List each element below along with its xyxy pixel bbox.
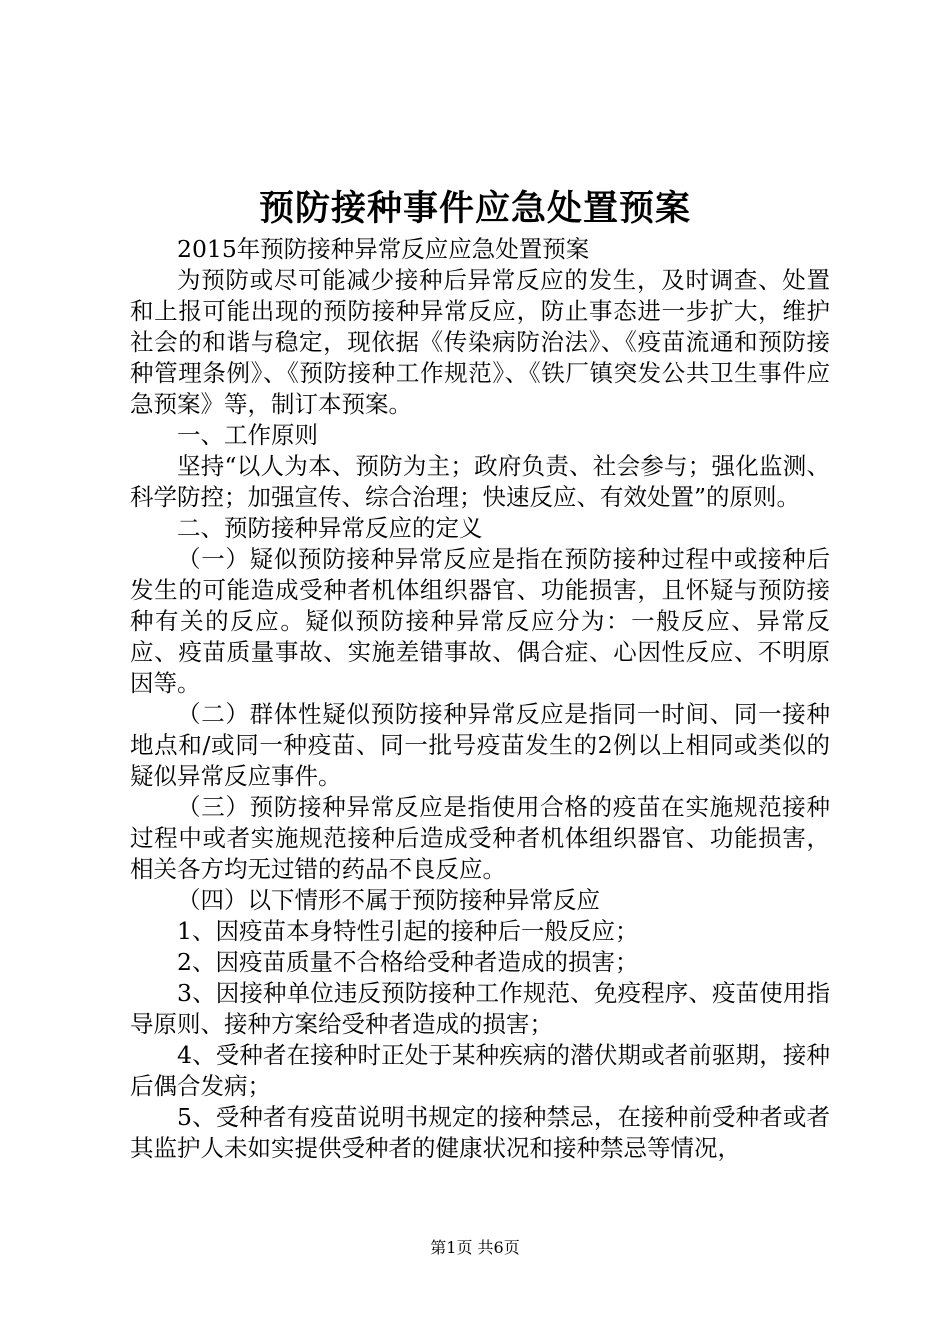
- list-item: 4、受种者在接种时正处于某种疾病的潜伏期或者前驱期，接种后偶合发病；: [130, 1041, 830, 1100]
- list-item: 1、因疫苗本身特性引起的接种后一般反应；: [177, 917, 639, 945]
- section-heading-2: 二、预防接种异常反应的定义: [177, 514, 483, 542]
- paragraph-subtitle: 2015年预防接种异常反应应急处置预案: [177, 235, 590, 263]
- paragraph-definition-3: （三）预防接种异常反应是指使用合格的疫苗在实施规范接种过程中或者实施规范接种后造成受种者机体组织器官、功能损害，相关各方均无过错的药品不良反应。: [130, 793, 830, 883]
- list-item: 2、因疫苗质量不合格给受种者造成的损害；: [177, 948, 639, 976]
- paragraph-principle: 坚持“以人为本、预防为主；政府负责、社会参与；强化监测、科学防控；加强宣传、综合治理；快速反应、有效处置”的原则。: [130, 452, 830, 511]
- list-item: 5、受种者有疫苗说明书规定的接种禁忌，在接种前受种者或者其监护人未如实提供受种者的健康状况和接种禁忌等情况，: [130, 1103, 830, 1162]
- paragraph-definition-2: （二）群体性疑似预防接种异常反应是指同一时间、同一接种地点和/或同一种疫苗、同一批号疫苗发生的2例以上相同或类似的疑似异常反应事件。: [130, 700, 830, 790]
- page-number: 第1页 共6页: [430, 1238, 520, 1257]
- document-body: [130, 234, 830, 1164]
- list-item: 3、因接种单位违反预防接种工作规范、免疫程序、疫苗使用指导原则、接种方案给受种者造成的损害；: [130, 979, 830, 1038]
- document-title: 预防接种事件应急处置预案: [258, 188, 691, 229]
- paragraph-intro: 为预防或尽可能减少接种后异常反应的发生，及时调查、处置和上报可能出现的预防接种异常反应，防止事态进一步扩大，维护社会的和谐与稳定，现依据《传染病防治法》、《疫苗流通和预防接种管理条例》、《预防接种工作规范》、《铁厂镇突发公共卫生事件应急预案》等，制订本预案。: [130, 266, 830, 418]
- paragraph-definition-1: （一）疑似预防接种异常反应是指在预防接种过程中或接种后发生的可能造成受种者机体组织器官、功能损害，且怀疑与预防接种有关的反应。疑似预防接种异常反应分为：一般反应、异常反应、疫苗质量事故、实施差错事故、偶合症、心因性反应、不明原因等。: [130, 545, 830, 697]
- section-heading-1: 一、工作原则: [177, 421, 318, 449]
- paragraph-exclusions-heading: （四）以下情形不属于预防接种异常反应: [177, 886, 600, 914]
